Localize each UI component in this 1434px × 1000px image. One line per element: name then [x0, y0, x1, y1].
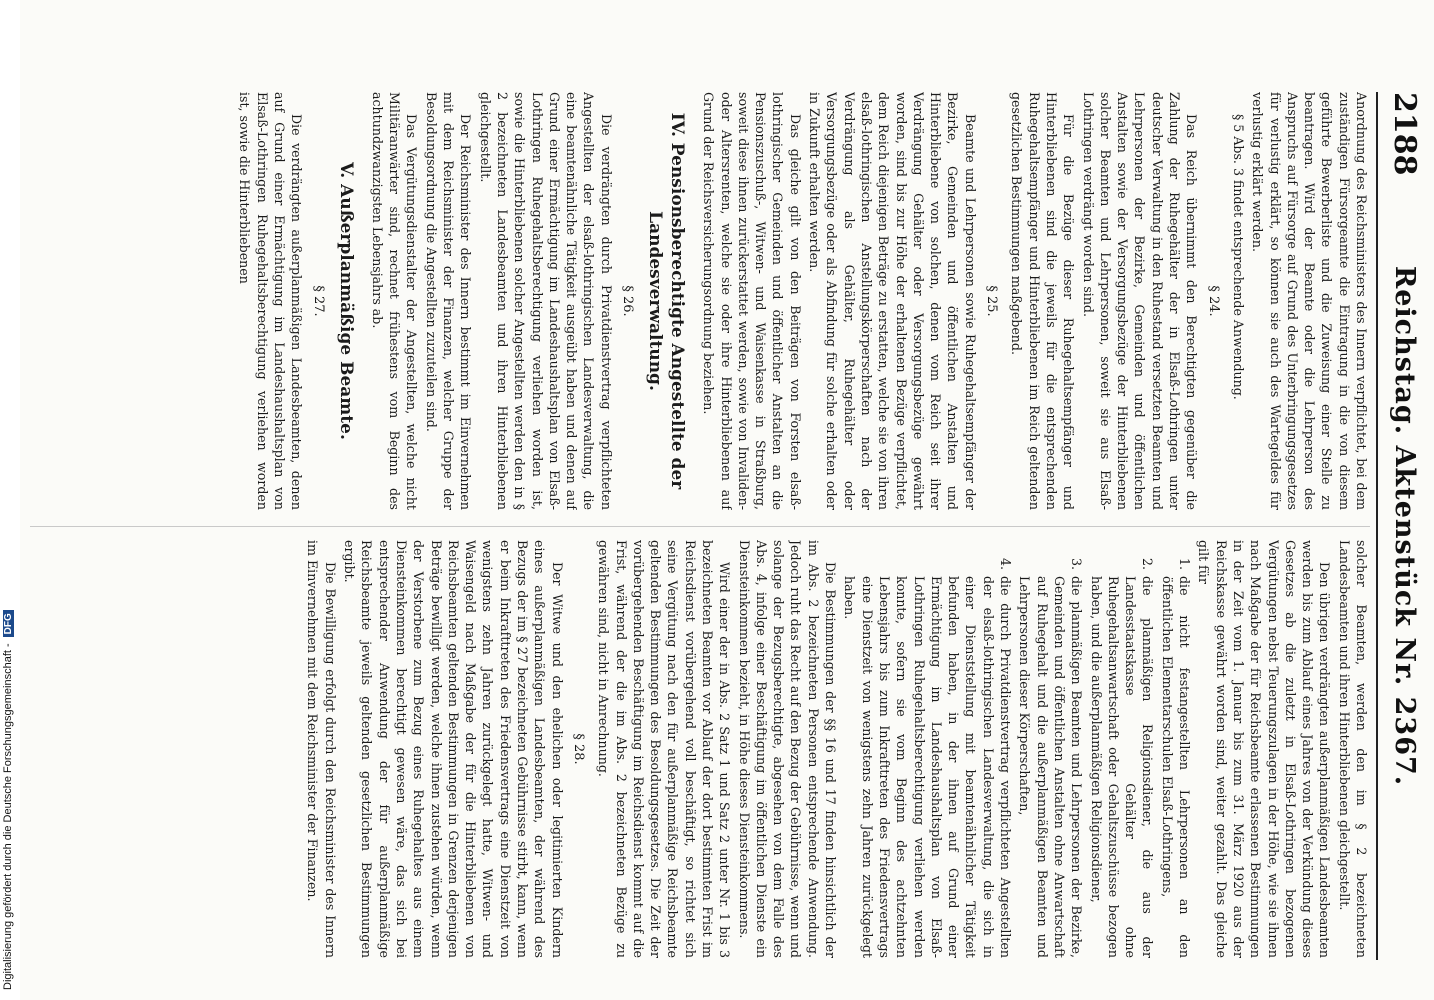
paragraph: Das Vergütungsdienstalter der Angestellten, welche nicht Militäranwärter sind, rechnet frühestens vom Beginn des achtundzwanzigsten Lebensjahrs ab.	[369, 92, 420, 510]
paragraph: Wird einer der in Abs. 2 Satz 1 und Satz 2 unter Nr. 1 bis 3 bezeichneten Beamten vor Ablauf der dort bestimmten Frist im Reichsdienst vorübergehend voll beschäftigt, so richtet sich seine Vergütung nach den für außerplanmäßige Reichsbeamte geltenden Bestimmungen des Besoldungsgesetzes. Die Zeit der vorübergehenden Beschäftigung im Reichsdienst kommt auf die Frist, während der die im Abs. 2 bezeichneten Bezüge zu gewähren sind, nicht in Anrechnung.	[596, 540, 733, 958]
paragraph: Die Bewilligung erfolgt durch den Reichsminister des Innern im Einvernehmen mit dem Reichsminister der Finanzen.	[305, 540, 338, 958]
page-number: 2188	[1387, 92, 1422, 176]
list-item: 4. die durch Privatdienstvertrag verpflichteten Angestellten der elsaß-lothringischen Landesverwaltung, die sich in einer Dienststellung mit beamtenähnlicher Tätigkeit befunden haben, in der ihnen auf Grund einer Ermächtigung im Landeshaushaltsplan von Elsaß-Lothringen Ruhegehaltsberechtigung verliehen werden konnte, sofern sie vom Beginn des achtzehnten Lebensjahrs bis zum Inkrafttreten des Friedensvertrags eine Dienstzeit von wenigstens zehn Jahren zurückgelegt haben.	[841, 574, 1014, 958]
paragraph: Das Reich übernimmt den Berechtigten gegenüber die Zahlung der Ruhegehälter der in Elsaß-Lothringen unter deutscher Verwaltung in den Ruhestand versetzten Beamten und Lehrpersonen der Bezirke, Gemeinden und öffentlichen Anstalten sowie der Versorgungsbezüge der Hinterbliebenen solcher Beamten und Lehrpersonen, soweit sie aus Elsaß-Lothringen verdrängt worden sind.	[1080, 92, 1200, 510]
right-column	[30, 540, 1370, 958]
section-number: § 24.	[1205, 285, 1221, 317]
paragraph: solcher Beamten, werden den im § 2 bezeichneten Landesbeamten und ihren Hinterbliebenen gleichgestellt.	[1336, 540, 1369, 958]
paragraph: Die verdrängten durch Privatdienstvertrag verpflichteten Angestellten der elsaß-lothringischen Landesverwaltung, die eine beamtenähnliche Tätigkeit ausgeübt haben und denen auf Grund einer Ermächtigung im Landeshaushaltsplan von Elsaß-Lothringen Ruhegehaltsberechtigung verliehen worden ist, sowie die Hinterbliebenen solcher Angestellten werden den in § 2 bezeichneten Landesbeamten und ihren Hinterbliebenen gleichgestellt.	[477, 92, 614, 510]
list-item: 2. die planmäßigen Religionsdiener, die aus der Landesstaatskasse Gehälter ohne Ruhegehaltsanwartschaft oder Gehaltszuschüsse bezogen haben, und die außerplanmäßigen Religionsdiener,	[1087, 574, 1156, 958]
numbered-list	[841, 540, 1193, 958]
left-column	[30, 92, 1370, 510]
list-item: 3. die planmäßigen Beamten und Lehrpersonen der Bezirke, Gemeinden und öffentlichen Anstalten ohne Anwartschaft auf Ruhegehalt und die außerplanmäßigen Beamten und Lehrpersonen dieser Körperschaften,	[1016, 574, 1085, 958]
paragraph: Das gleiche gilt von den Beiträgen von Forsten elsaß-lothringischer Gemeinden und öffentlicher Anstalten an die Pensionszuschuß-, Witwen- und Waisenkasse in Straßburg, soweit diese ihnen zurückerstattet werden, sowie von Invaliden- oder Altersrenten, welche sie oder ihre Hinterbliebenen auf Grund der Reichsversicherungsordnung beziehen.	[701, 92, 803, 510]
list-item: 1. die nicht festangestellten Lehrpersonen an den öffentlichen Elementarschulen Elsaß-Lothringens,	[1158, 574, 1193, 958]
paragraph: Beamte und Lehrpersonen sowie Ruhegehaltsempfänger der Bezirke, Gemeinden und öffentlichen Anstalten und Hinterbliebene von solchen, denen vom Reich seit ihrer Verdrängung Gehälter oder Versorgungsbezüge gewährt worden, sind bis zur Höhe der erhaltenen Bezüge verpflichtet, dem Reich diejenigen Beträge zu erstatten, welche sie von ihren elsaß-lothringischen Anstellungskörperschaften nach der Verdrängung als Gehälter, Ruhegehälter oder Versorgungsbezüge oder als Abfindung für solche erhalten oder in Zukunft erhalten werden.	[807, 92, 978, 510]
paragraph: Der Witwe und den ehelichen oder legitimierten Kindern eines außerplanmäßigen Landesbeamten, der während des Bezugs der im § 27 bezeichneten Gebührnisse stirbt, kann, wenn er beim Inkrafttreten des Friedensvertrags eine Dienstzeit von wenigstens zehn Jahren zurückgelegt hatte, Witwen- und Waisengeld nach Maßgabe der für die Hinterbliebenen von Reichsbeamten geltenden Bestimmungen in Grenzen derjenigen Beträge bewilligt werden, welche ihnen zustehen würden, wenn der Verstorbene zum Bezug eines Ruhegehaltes aus einem Diensteinkommen berechtigt gewesen wäre, das sich bei entsprechender Anwendung der für außerplanmäßige Reichsbeamte jeweils geltenden gesetzlichen Bestimmungen ergibt.	[342, 540, 565, 958]
footer-credit-line	[2, 610, 14, 990]
paragraph: Für die Bezüge dieser Ruhegehaltsempfänger und Hinterbliebenen sind die jeweils für die entsprechenden Ruhegehaltsempfänger und Hinterbliebenen im Reich geltenden gesetzlichen Bestimmungen maßgebend.	[1009, 92, 1077, 510]
paragraph: Anordnung des Reichsministers des Innern verpflichtet, bei dem zuständigen Fürsorgeamte die Eintragung in die von diesem geführte Bewerberliste und die Zuweisung einer Stelle zu beantragen. Wird der Beamte oder die Lehrperson des Anspruchs auf Fürsorge auf Grund des Unterbringungsgesetzes für verlustig erklärt, so können sie auch des Wartegeldes für verlustig erklärt werden.	[1250, 92, 1369, 510]
paragraph: § 5 Abs. 3 findet entsprechende Anwendung.	[1230, 114, 1246, 400]
paragraph: Die verdrängten außerplanmäßigen Landesbeamten, denen auf Grund einer Ermächtigung im Landeshaushaltsplan von Elsaß-Lothringen Ruhegehaltsberechtigung verliehen worden ist, sowie die Hinterbliebenen	[237, 92, 305, 510]
paragraph: Der Reichsminister des Innern bestimmt im Einvernehmen mit dem Reichsminister der Finanzen, welcher Gruppe der Besoldungsordnung die Angestellten zuzuteilen sind.	[423, 92, 474, 510]
section-number: § 25.	[984, 285, 1000, 317]
paragraph: Die Bestimmungen der §§ 16 und 17 finden hinsichtlich der im Abs. 2 bezeichneten Personen entsprechende Anwendung. Jedoch ruht das Recht auf den Bezug der Gebührnisse, wenn und solange der Bezugsberechtigte, abgesehen von dem Falle des Abs. 4, infolge einer Beschäftigung im öffentlichen Dienste ein Diensteinkommen bezieht, in Höhe dieses Diensteinkommens.	[736, 540, 839, 958]
part-heading: V. Außerplanmäßige Beamte.	[335, 162, 356, 440]
section-number: § 26.	[620, 285, 636, 317]
part-heading: IV. Pensionsberechtigte Angestellte der Landesverwaltung.	[645, 112, 688, 490]
dfg-logo: DFG	[3, 610, 14, 637]
page-header	[1376, 92, 1426, 960]
running-head: Reichstag. Aktenstück Nr. 2367.	[1389, 265, 1420, 787]
footer-credit: Digitalisierung gefördert durch die Deutsche Forschungsgemeinschaft -	[2, 643, 14, 990]
column-divider	[30, 526, 1370, 527]
paragraph: Den übrigen verdrängten außerplanmäßigen Landesbeamten werden bis zum Ablauf eines Jahres von der Verkündung dieses Gesetzes ab die zuletzt in Elsaß-Lothringen bezogenen Vergütungen nebst Teuerungszulagen in der Höhe, wie sie ihnen nach Maßgabe der für Reichsbeamte erlassenen Bestimmungen in der Zeit vom 1. Januar bis zum 31. März 1920 aus der Reichskasse gewährt worden sind, weiter gezahlt. Das gleiche gilt für	[1196, 540, 1333, 958]
section-number: § 27.	[310, 285, 326, 317]
digitization-footer	[0, 0, 20, 1000]
section-number: § 28.	[570, 733, 586, 765]
